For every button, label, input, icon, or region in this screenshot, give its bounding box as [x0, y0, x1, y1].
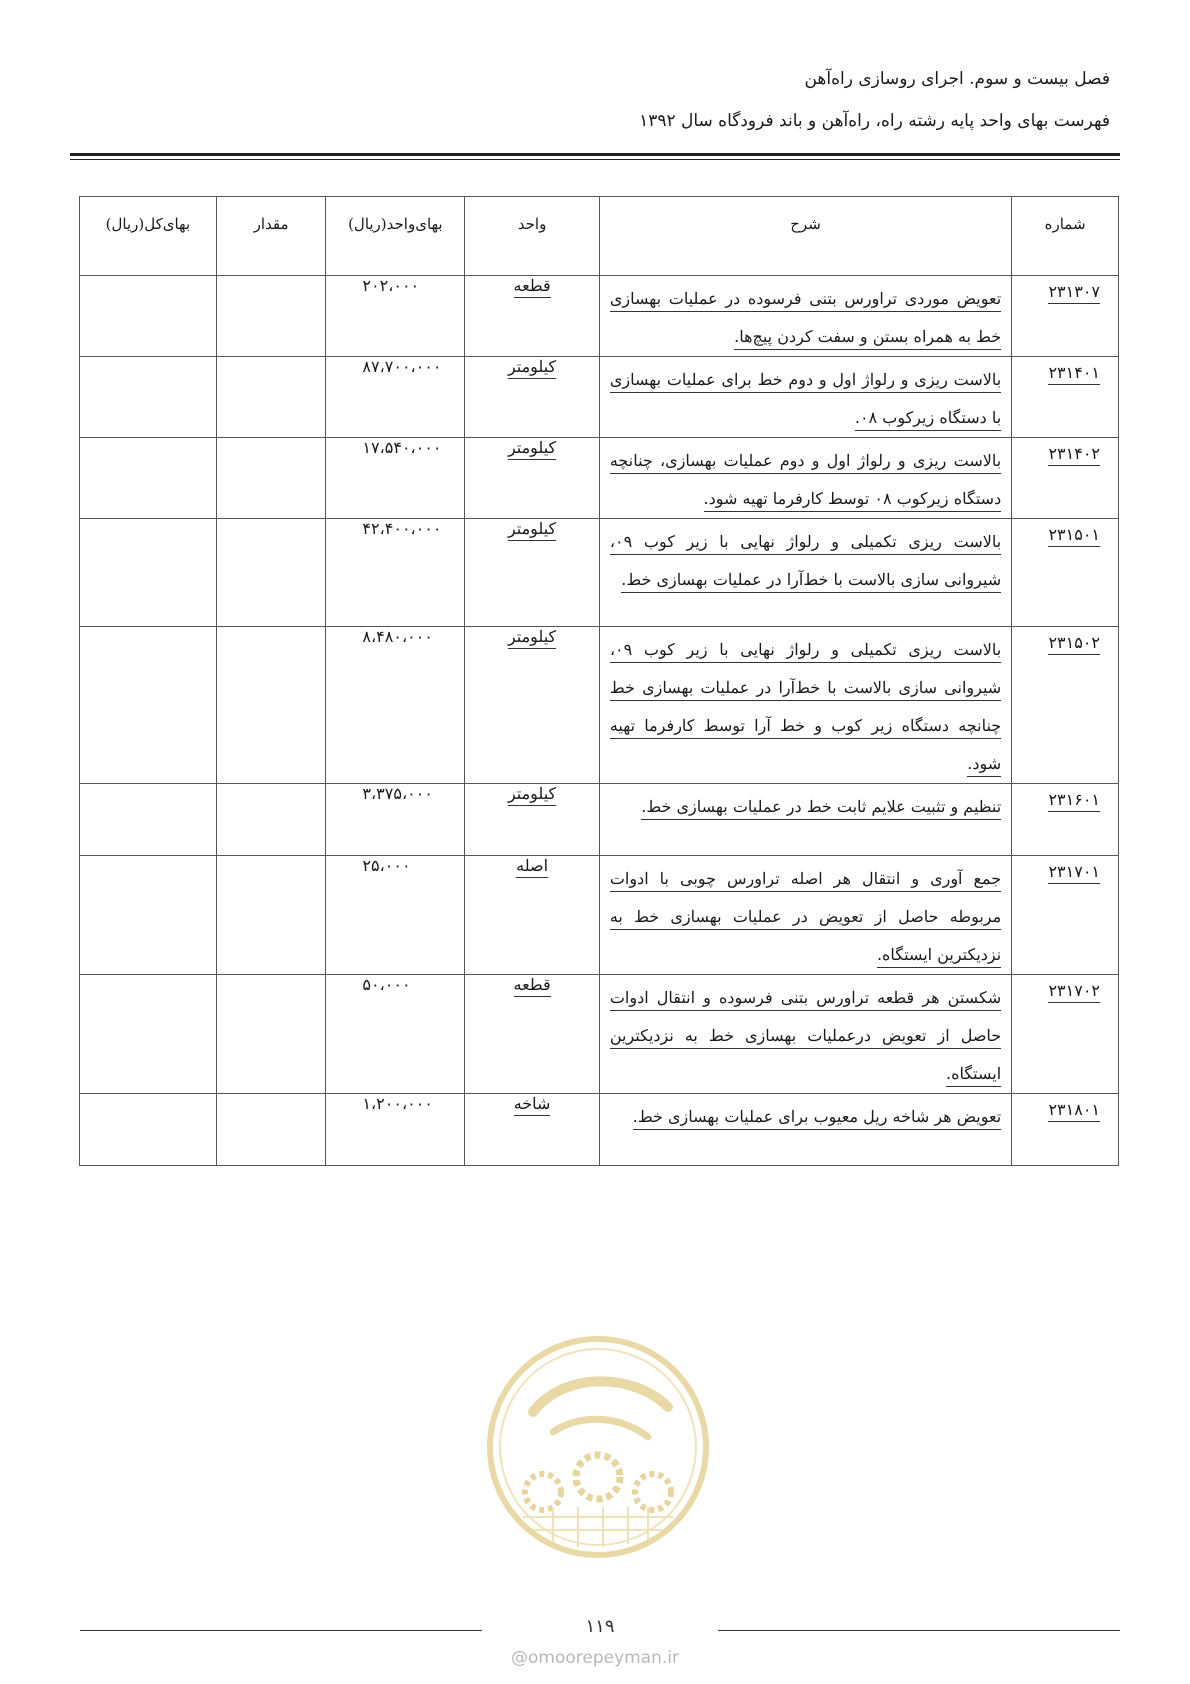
item-number: ۲۳۱۶۰۱: [1048, 790, 1100, 812]
page-number: ۱۱۹: [585, 1616, 615, 1637]
table-row: [80, 519, 1119, 627]
item-unit-price: ۲۵،۰۰۰: [362, 856, 411, 875]
table-row: [80, 784, 1119, 856]
item-unit: کیلومتر: [508, 784, 556, 806]
item-number: ۲۳۱۴۰۲: [1048, 444, 1100, 466]
price-table: [79, 196, 1119, 1166]
item-unit-price: ۸۷،۷۰۰،۰۰۰: [362, 357, 442, 376]
table-row: [80, 975, 1119, 1094]
item-quantity: [216, 627, 326, 784]
footer-rule-right: [718, 1630, 1120, 1631]
item-unit: کیلومتر: [508, 519, 556, 541]
item-total-price: [80, 1094, 217, 1166]
item-quantity: [216, 438, 326, 519]
item-number: ۲۳۱۷۰۱: [1048, 862, 1100, 884]
item-quantity: [216, 975, 326, 1094]
item-unit: قطعه: [514, 975, 551, 997]
table-row: [80, 438, 1119, 519]
footer-rule-left: [80, 1630, 482, 1631]
item-quantity: [216, 784, 326, 856]
item-description: بالاست ریزی تکمیلی و رلواژ نهایی با زیر کوب ۰۹، شیروانی سازی بالاست با خط‌آرا در عملیات بهسازی خط چنانچه دستگاه زیر کوب و خط آرا توسط کارفرما تهیه شود.: [610, 640, 1001, 777]
item-unit-price: ۵۰،۰۰۰: [362, 975, 411, 994]
item-number: ۲۳۱۵۰۱: [1048, 525, 1100, 547]
item-total-price: [80, 856, 217, 975]
header-quantity: مقدار: [216, 197, 326, 276]
item-number: ۲۳۱۷۰۲: [1048, 981, 1100, 1003]
item-total-price: [80, 276, 217, 357]
page-header: [80, 62, 1110, 138]
table-row: [80, 1094, 1119, 1166]
item-description: تعویض هر شاخه ریل معیوب برای عملیات بهسازی خط.: [633, 1107, 1001, 1130]
item-unit: شاخه: [514, 1094, 551, 1116]
item-quantity: [216, 856, 326, 975]
header-number: شماره: [1012, 197, 1119, 276]
item-unit: کیلومتر: [508, 357, 556, 379]
header-rule-thin: [70, 159, 1120, 160]
item-unit-price: ۳،۳۷۵،۰۰۰: [362, 784, 433, 803]
item-description: جمع آوری و انتقال هر اصله تراورس چوبی با ادوات مربوطه حاصل از تعویض در عملیات بهسازی خط به نزدیکترین ایستگاه.: [610, 869, 1001, 968]
item-quantity: [216, 519, 326, 627]
header-unit: واحد: [465, 197, 600, 276]
header-rule: [70, 153, 1120, 156]
item-unit: اصله: [516, 856, 548, 878]
item-description: تعویض موردی تراورس بتنی فرسوده در عملیات بهسازی خط به همراه بستن و سفت کردن پیچ‌ها.: [610, 289, 1001, 350]
document-subtitle: فهرست بهای واحد پایه رشته راه، راه‌آهن و باند فرودگاه سال ۱۳۹۲: [639, 111, 1110, 131]
chapter-title: فصل بیست و سوم. اجرای روسازی راه‌آهن: [804, 69, 1110, 89]
item-unit-price: ۱۷،۵۴۰،۰۰۰: [362, 438, 442, 457]
item-total-price: [80, 357, 217, 438]
item-total-price: [80, 438, 217, 519]
item-quantity: [216, 276, 326, 357]
item-unit: قطعه: [514, 276, 551, 298]
header-description: شرح: [599, 197, 1011, 276]
table-row: [80, 357, 1119, 438]
item-description: بالاست ریزی تکمیلی و رلواژ نهایی با زیر کوب ۰۹، شیروانی سازی بالاست با خط‌آرا در عملیات بهسازی خط.: [610, 532, 1001, 593]
item-description: بالاست ریزی و رلواژ اول و دوم خط برای عملیات بهسازی با دستگاه زیرکوب ۰۸.: [610, 370, 1001, 431]
item-unit-price: ۲۰۲،۰۰۰: [362, 276, 420, 295]
item-description: بالاست ریزی و رلواژ اول و دوم عملیات بهسازی، چنانچه دستگاه زیرکوب ۰۸ توسط کارفرما تهیه شود.: [610, 451, 1001, 512]
item-description: تنظیم و تثبیت علایم ثابت خط در عملیات بهسازی خط.: [641, 797, 1001, 820]
table-row: [80, 276, 1119, 357]
header-total-price: بهای‌کل(ریال): [80, 197, 217, 276]
item-number: ۲۳۱۴۰۱: [1048, 363, 1100, 385]
item-description: شکستن هر قطعه تراورس بتنی فرسوده و انتقال ادوات حاصل از تعویض درعملیات بهسازی خط به نزدیکترین ایستگاه.: [610, 988, 1001, 1087]
item-total-price: [80, 784, 217, 856]
item-number: ۲۳۱۳۰۷: [1048, 282, 1100, 304]
table-row: [80, 856, 1119, 975]
website-watermark: @omoorepeyman.ir: [510, 1648, 680, 1668]
item-unit: کیلومتر: [508, 627, 556, 649]
header-unit-price: بهای‌واحد(ریال): [326, 197, 465, 276]
item-unit-price: ۴۲،۴۰۰،۰۰۰: [362, 519, 442, 538]
item-total-price: [80, 519, 217, 627]
item-total-price: [80, 975, 217, 1094]
item-quantity: [216, 1094, 326, 1166]
item-number: ۲۳۱۸۰۱: [1048, 1100, 1100, 1122]
table-row: [80, 627, 1119, 784]
item-total-price: [80, 627, 217, 784]
item-quantity: [216, 357, 326, 438]
table-header-row: [80, 197, 1119, 276]
item-unit-price: ۱،۲۰۰،۰۰۰: [362, 1094, 433, 1113]
item-unit: کیلومتر: [508, 438, 556, 460]
watermark-seal: [483, 1332, 713, 1562]
item-number: ۲۳۱۵۰۲: [1048, 633, 1100, 655]
item-unit-price: ۸،۴۸۰،۰۰۰: [362, 627, 433, 646]
